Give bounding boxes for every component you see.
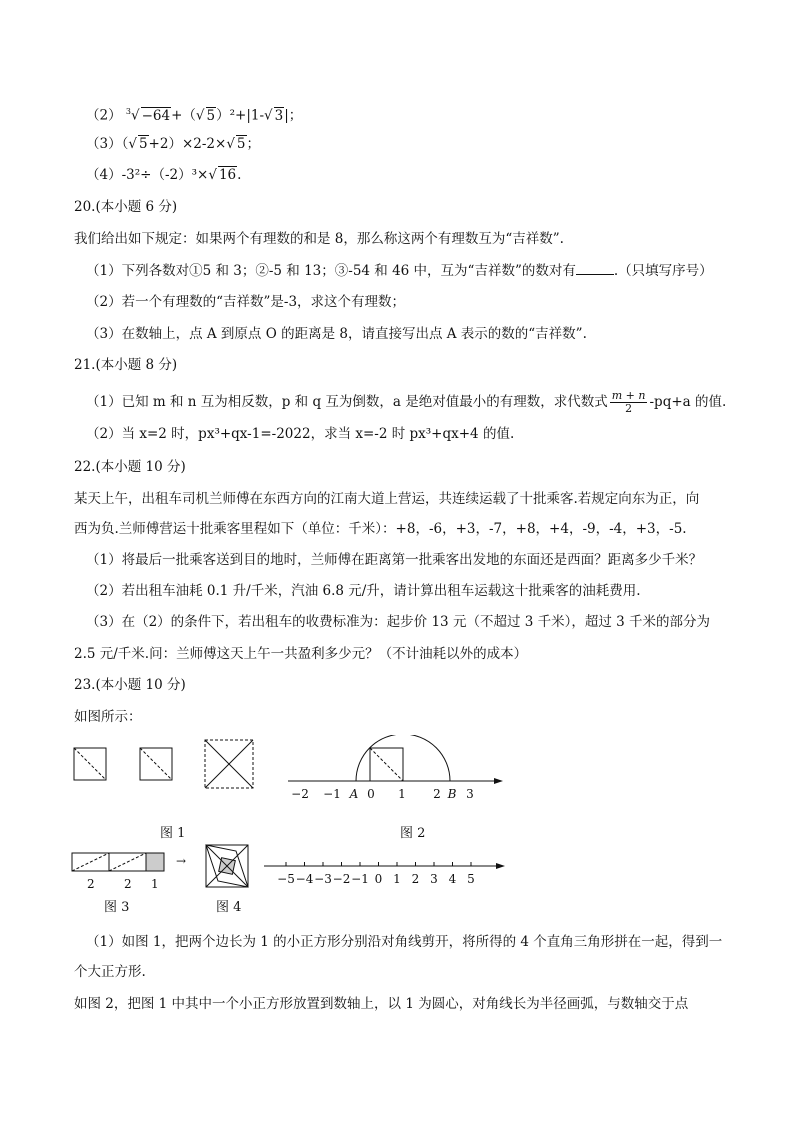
figure-2	[288, 735, 503, 784]
expr-text: ；	[246, 136, 261, 152]
number-line	[264, 863, 505, 869]
expr-text: .	[237, 167, 242, 183]
sqrt-icon: √	[195, 107, 205, 124]
question-text: （1）已知 m 和 n 互为相反数，p 和 q 互为倒数，a 是绝对值最小的有理数，求代数式	[86, 394, 608, 410]
radicand: 5	[138, 136, 148, 152]
question-text: -pq+a 的值.	[649, 394, 727, 410]
tick-label: −1	[323, 787, 341, 801]
tick-label: −3	[314, 872, 332, 886]
expr-text: +（	[171, 107, 196, 124]
figure-4	[206, 845, 248, 887]
q20-part1	[86, 261, 713, 281]
figure-3-label: 2	[87, 877, 95, 891]
tick-label: B	[447, 787, 457, 801]
figure-4-caption: 图 4	[216, 900, 242, 915]
radicand: 16	[218, 167, 237, 183]
expr-text: |；	[284, 107, 303, 124]
tick-label: −2	[291, 787, 309, 801]
q20-part3: （3）在数轴上，点 A 到原点 O 的距离是 8，请直接写出点 A 表示的数的“吉祥数”.	[86, 326, 587, 342]
tick-label: 0	[374, 872, 383, 886]
expr-text: +2）×2-2×	[148, 136, 227, 152]
tick-label: 0	[367, 787, 375, 801]
fraction-denominator: 2	[625, 402, 633, 415]
expr-text: ）²+|1-	[216, 107, 265, 124]
figure-2-caption: 图 2	[400, 826, 426, 841]
tick-label: −4	[295, 872, 314, 886]
tick-label: 4	[448, 872, 457, 886]
sqrt-icon: √	[130, 107, 140, 124]
tick-label: −5	[277, 872, 295, 886]
tick-label: 3	[430, 872, 438, 886]
sqrt-icon: √	[128, 136, 137, 152]
q23-part1b: 个大正方形.	[74, 964, 146, 980]
tick-label: 2	[411, 872, 420, 886]
tick-label: 3	[466, 787, 474, 801]
answer-blank[interactable]	[576, 262, 614, 275]
fraction-numerator: m + n	[611, 389, 646, 402]
tick-label: 2	[433, 787, 441, 801]
problem-19-2: （2） $^3$√ −64+（√ 5）²+|1-√ 3|；	[86, 107, 303, 124]
tick-label: 5	[467, 872, 475, 886]
q23-figures	[0, 735, 794, 910]
q20-intro: 我们给出如下规定：如果两个有理数的和是 8，那么称这两个有理数互为“吉祥数”.	[74, 231, 564, 247]
radicand: 5	[206, 107, 216, 124]
q23-heading: 23.(本小题 10 分)	[74, 677, 186, 693]
figure-3-caption: 图 3	[104, 900, 130, 915]
radicand: −64	[141, 107, 171, 124]
q21-part2: （2）当 x=2 时，px³+qx-1=-2022，求当 x=-2 时 px³+qx+4 的值.	[86, 426, 515, 442]
q22-text-2: 西为负.兰师傅营运十批乘客里程如下（单位：千米）：+8，-6，+3，-7，+8，+4，-9，-4，+3，-5.	[74, 521, 687, 537]
q22-part2: （2）若出租车油耗 0.1 升/千米，汽油 6.8 元/升，请计算出租车运载这十批乘客的油耗费用.	[86, 583, 641, 599]
sqrt-icon: √	[226, 136, 235, 152]
tick-label: −2	[332, 872, 351, 886]
q22-part3a: （3）在（2）的条件下，若出租车的收费标准为：起步价 13 元（不超过 3 千米），超过 3 千米的部分为	[86, 614, 711, 630]
sqrt-icon: √	[208, 167, 217, 183]
problem-19-4	[86, 165, 241, 185]
sqrt-icon: √	[264, 107, 273, 124]
figure-3	[72, 853, 186, 891]
tick-label: A	[349, 787, 359, 801]
question-text: .（只填写序号）	[613, 263, 713, 279]
figure-1-caption: 图 1	[160, 826, 186, 841]
tick-label: 1	[393, 872, 401, 886]
tick-label: −1	[351, 872, 369, 886]
question-text: （1）下列各数对①5 和 3；②-5 和 13；③-54 和 46 中，互为“吉祥数”的数对有	[86, 263, 576, 279]
q21-part1	[86, 390, 726, 415]
radicand: 5	[236, 136, 246, 152]
fraction	[610, 390, 648, 415]
figure-1	[74, 740, 253, 788]
radicand: 3	[274, 107, 284, 124]
tick-label: 1	[398, 787, 406, 801]
q23-part2: 如图 2，把图 1 中其中一个小正方形放置到数轴上，以 1 为圆心，对角线长为半径画弧，与数轴交于点	[74, 996, 689, 1012]
q22-text-1: 某天上午，出租车司机兰师傅在东西方向的江南大道上营运，共连续运载了十批乘客.若规定向东为正，向	[74, 491, 700, 507]
q23-intro: 如图所示：	[74, 709, 142, 725]
q22-part1: （1）将最后一批乘客送到目的地时，兰师傅在距离第一批乘客出发地的东面还是西面？距离多少千米？	[86, 552, 703, 568]
item-label: （3）（	[86, 136, 129, 152]
problem-19-3	[86, 134, 260, 154]
q23-part1a: （1）如图 1，把两个边长为 1 的小正方形分别沿对角线剪开，将所得的 4 个直角三角形拼在一起，得到一	[86, 934, 723, 950]
figure-3-label: 1	[151, 877, 159, 891]
q22-part3b: 2.5 元/千米.问：兰师傅这天上午一共盈利多少元？（不计油耗以外的成本）	[74, 646, 528, 662]
figure-3-label: 2	[124, 877, 132, 891]
expr-text: （4）-3²÷（-2）³×	[86, 167, 209, 183]
q22-heading: 22.(本小题 10 分)	[74, 459, 186, 475]
figure-2-tick-labels	[291, 787, 474, 801]
q21-heading: 21.(本小题 8 分)	[74, 357, 178, 373]
q20-heading: 20.(本小题 6 分)	[74, 199, 178, 215]
item-label: （2）	[86, 107, 122, 124]
arrow-right-icon: →	[176, 854, 187, 868]
q20-part2: （2）若一个有理数的“吉祥数”是-3，求这个有理数；	[86, 294, 406, 310]
